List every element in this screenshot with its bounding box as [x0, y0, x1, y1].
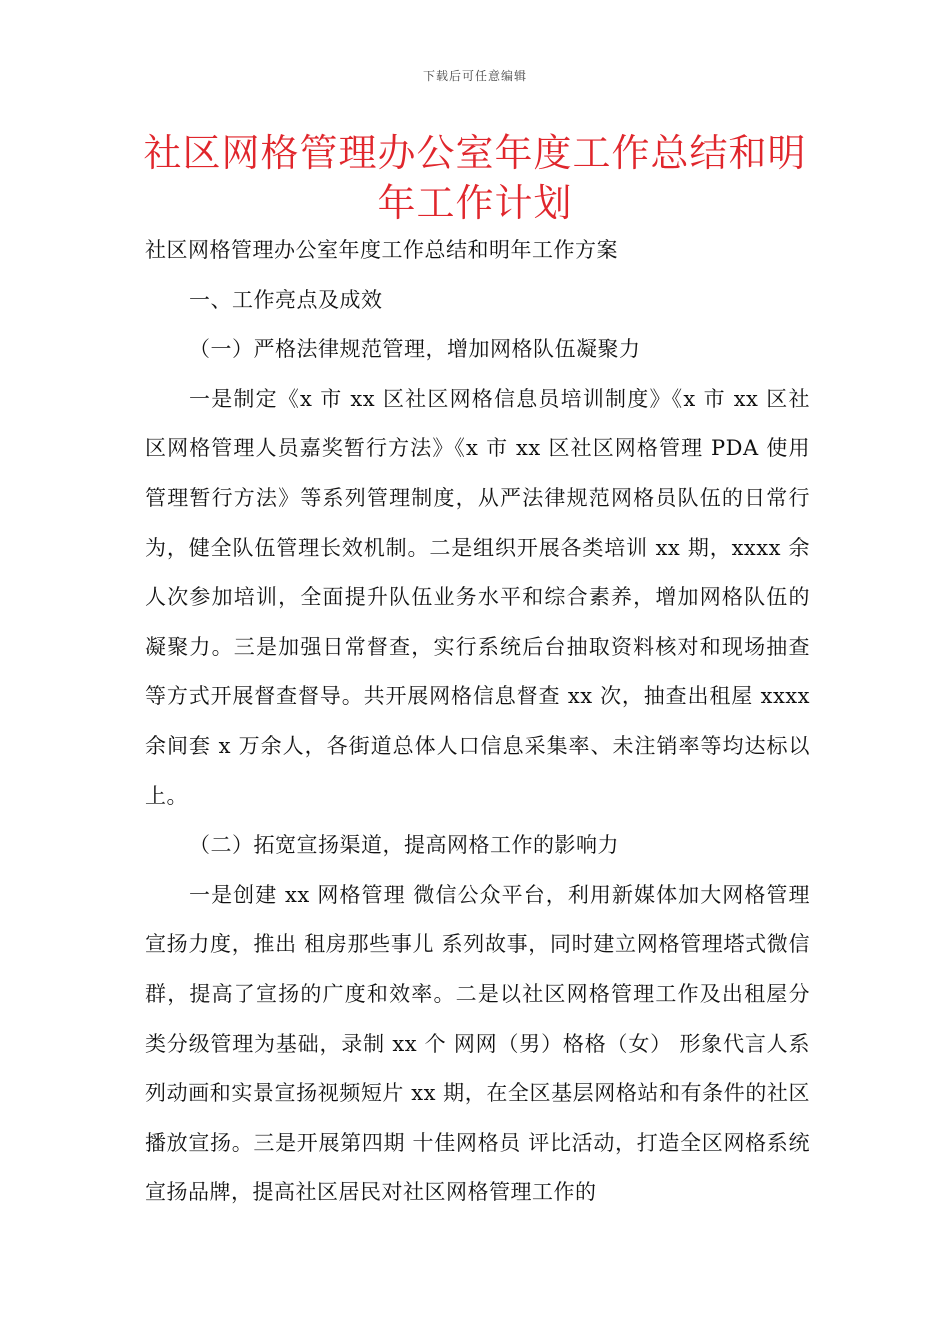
subtitle: 社区网格管理办公室年度工作总结和明年工作方案 [145, 238, 618, 262]
paragraph-2: 一是创建 xx 网格管理 微信公众平台，利用新媒体加大网格管理宣扬力度，推出 租房那些事儿 系列故事，同时建立网格管理塔式微信群，提高了宣扬的广度和效率。二是以社区网格管理工作及出租屋分类分级管理为基础，录制 xx 个 网网（男）格格（女） 形象代言人系列动画和实景宣扬视频短片 xx 期，在全区基层网格站和有条件的社区播放宣扬。三是开展第四期 十佳网格员 评比活动，打造全区网格系统宣扬品牌，提高社区居民对社区网格管理工作的 [145, 882, 810, 1205]
paragraph-1: 一是制定《x 市 xx 区社区网格信息员培训制度》《x 市 xx 区社区网格管理人员嘉奖暂行方法》《x 市 xx 区社区网格管理 PDA 使用管理暂行方法》等系列管理制度，从严法律规范网格员队伍的日常行为，健全队伍管理长效机制。二是组织开展各类培训 xx 期，xxxx 余人次参加培训，全面提升队伍业务水平和综合素养，增加网格队伍的凝聚力。三是加强日常督查，实行系统后台抽取资料核对和现场抽查等方式开展督查督导。共开展网格信息督查 xx 次，抽查出租屋 xxxx 余间套 x 万余人，各街道总体人口信息采集率、未注销率等均达标以上。 [145, 386, 810, 808]
header-note: 下载后可任意编辑 [422, 69, 527, 83]
subsection-heading-2: （二）拓宽宣扬渠道，提高网格工作的影响力 [189, 833, 619, 858]
subsection-heading-1: （一）严格法律规范管理，增加网格队伍凝聚力 [189, 337, 641, 362]
document-title: 社区网格管理办公室年度工作总结和明年工作计划 [143, 131, 807, 225]
document-body [145, 226, 810, 1218]
section-heading: 一、工作亮点及成效 [189, 287, 383, 312]
